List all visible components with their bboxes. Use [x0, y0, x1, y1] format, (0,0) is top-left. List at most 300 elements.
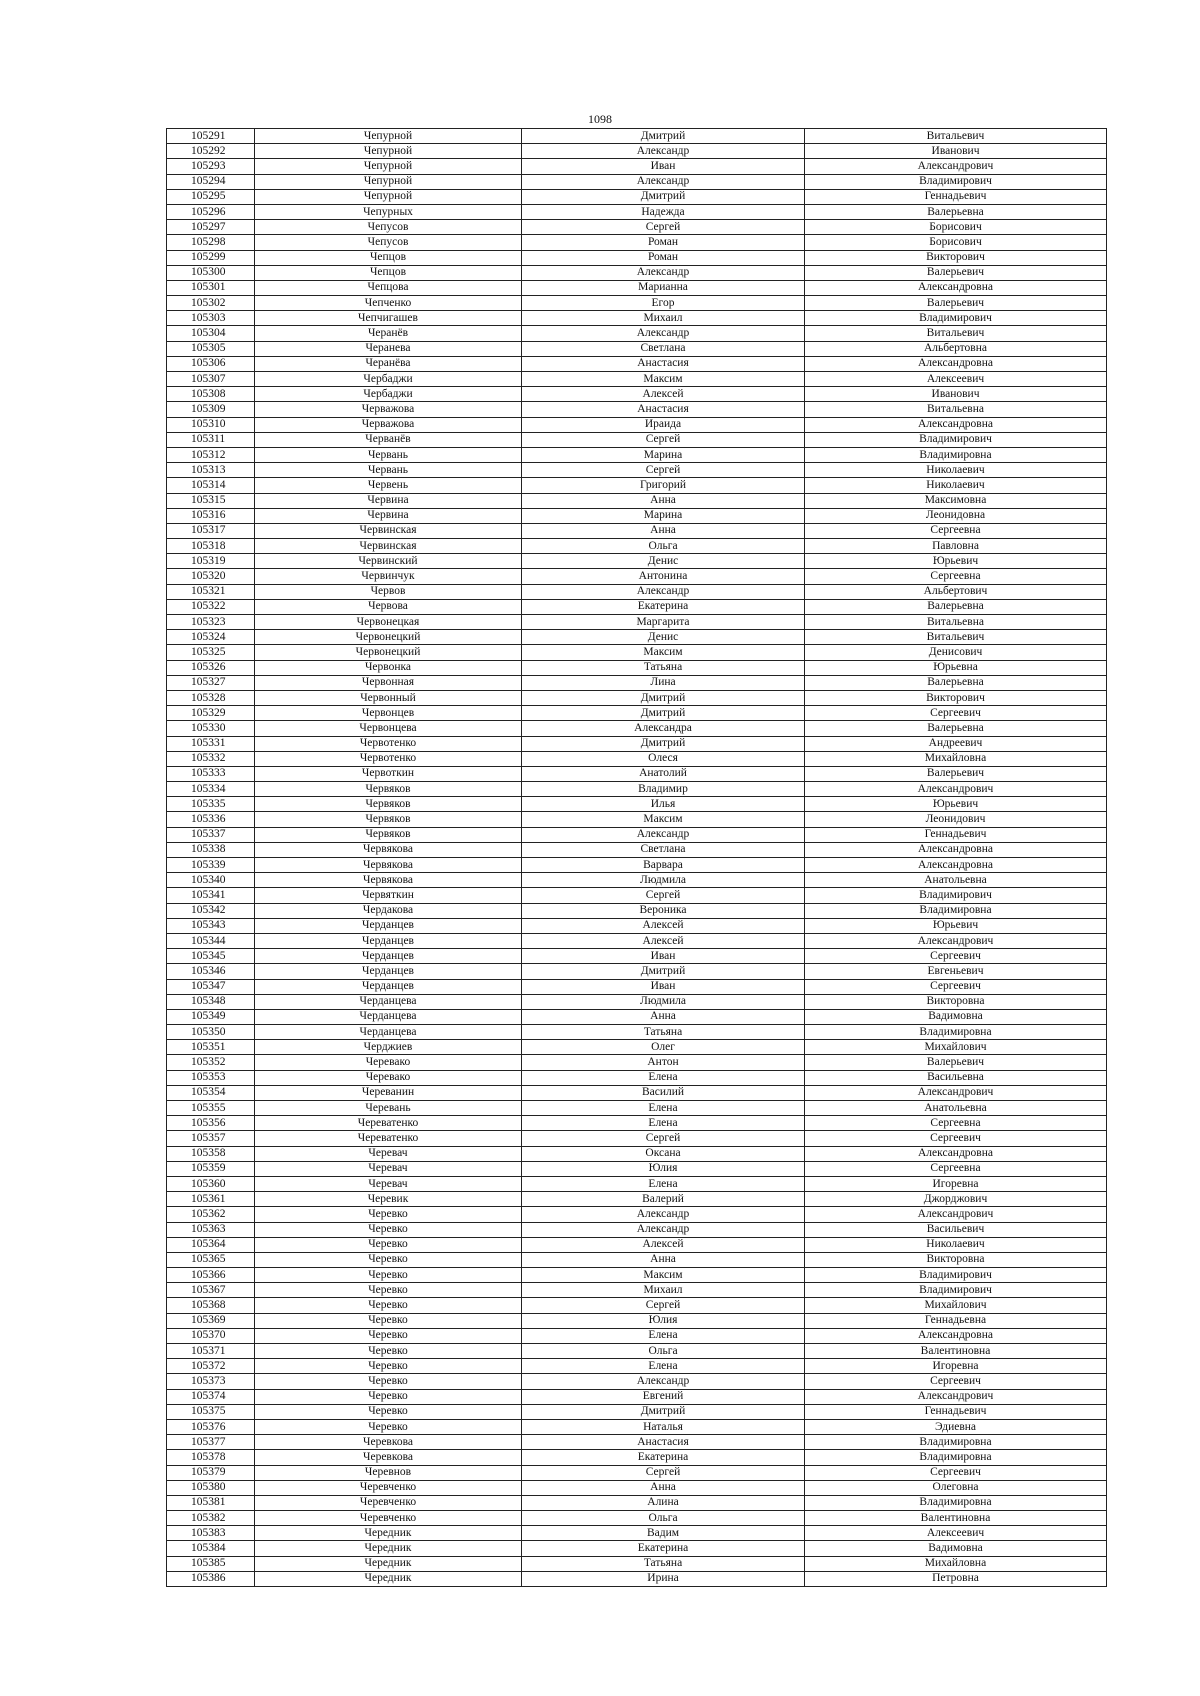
patronymic-cell: Альбертович [805, 584, 1107, 599]
patronymic-cell: Геннадьевна [805, 1313, 1107, 1328]
first-name-cell: Лина [522, 675, 805, 690]
first-name-cell: Григорий [522, 478, 805, 493]
last-name-cell: Червань [255, 447, 522, 462]
record-number-cell: 105349 [167, 1009, 255, 1024]
first-name-cell: Елена [522, 1328, 805, 1343]
table-row [167, 1131, 1107, 1146]
table-row [167, 569, 1107, 584]
table-row [167, 1571, 1107, 1586]
record-number-cell: 105322 [167, 599, 255, 614]
record-number-cell: 105301 [167, 280, 255, 295]
table-row [167, 1222, 1107, 1237]
table-row [167, 1161, 1107, 1176]
record-number-cell: 105339 [167, 858, 255, 873]
first-name-cell: Василий [522, 1085, 805, 1100]
first-name-cell: Анна [522, 523, 805, 538]
patronymic-cell: Эдиевна [805, 1419, 1107, 1434]
record-number-cell: 105321 [167, 584, 255, 599]
table-row [167, 1480, 1107, 1495]
record-number-cell: 105309 [167, 402, 255, 417]
last-name-cell: Черевко [255, 1328, 522, 1343]
first-name-cell: Максим [522, 1268, 805, 1283]
patronymic-cell: Валентиновна [805, 1344, 1107, 1359]
table-row [167, 432, 1107, 447]
record-number-cell: 105380 [167, 1480, 255, 1495]
patronymic-cell: Денисович [805, 645, 1107, 660]
patronymic-cell: Витальевич [805, 129, 1107, 144]
first-name-cell: Евгений [522, 1389, 805, 1404]
patronymic-cell: Иванович [805, 387, 1107, 402]
table-row [167, 159, 1107, 174]
last-name-cell: Черданцева [255, 1025, 522, 1040]
patronymic-cell: Владимировна [805, 1025, 1107, 1040]
table-row [167, 630, 1107, 645]
last-name-cell: Черевко [255, 1268, 522, 1283]
record-number-cell: 105359 [167, 1161, 255, 1176]
last-name-cell: Червинский [255, 554, 522, 569]
record-number-cell: 105344 [167, 933, 255, 948]
patronymic-cell: Леонидович [805, 812, 1107, 827]
table-row [167, 387, 1107, 402]
table-row [167, 1344, 1107, 1359]
patronymic-cell: Сергеевич [805, 1374, 1107, 1389]
table-row [167, 1009, 1107, 1024]
patronymic-cell: Валерьевич [805, 766, 1107, 781]
patronymic-cell: Владимировна [805, 1435, 1107, 1450]
patronymic-cell: Витальевич [805, 630, 1107, 645]
first-name-cell: Маргарита [522, 615, 805, 630]
patronymic-cell: Владимирович [805, 1283, 1107, 1298]
record-number-cell: 105357 [167, 1131, 255, 1146]
record-number-cell: 105369 [167, 1313, 255, 1328]
patronymic-cell: Геннадьевич [805, 827, 1107, 842]
table-row [167, 1359, 1107, 1374]
first-name-cell: Татьяна [522, 660, 805, 675]
record-number-cell: 105340 [167, 873, 255, 888]
patronymic-cell: Александровна [805, 858, 1107, 873]
patronymic-cell: Борисович [805, 235, 1107, 250]
first-name-cell: Сергей [522, 1131, 805, 1146]
record-number-cell: 105295 [167, 189, 255, 204]
first-name-cell: Надежда [522, 204, 805, 219]
patronymic-cell: Александровна [805, 842, 1107, 857]
table-row [167, 1192, 1107, 1207]
table-row [167, 1116, 1107, 1131]
table-row [167, 599, 1107, 614]
table-row [167, 1541, 1107, 1556]
patronymic-cell: Александровна [805, 280, 1107, 295]
table-row [167, 280, 1107, 295]
last-name-cell: Чербаджи [255, 372, 522, 387]
patronymic-cell: Владимирович [805, 311, 1107, 326]
last-name-cell: Черевкова [255, 1450, 522, 1465]
patronymic-cell: Владимировна [805, 447, 1107, 462]
record-number-cell: 105299 [167, 250, 255, 265]
table-row [167, 326, 1107, 341]
first-name-cell: Наталья [522, 1419, 805, 1434]
record-number-cell: 105341 [167, 888, 255, 903]
patronymic-cell: Владимировна [805, 1450, 1107, 1465]
patronymic-cell: Николаевич [805, 463, 1107, 478]
table-row [167, 447, 1107, 462]
last-name-cell: Чепцов [255, 250, 522, 265]
last-name-cell: Червинчук [255, 569, 522, 584]
first-name-cell: Татьяна [522, 1556, 805, 1571]
table-row [167, 265, 1107, 280]
first-name-cell: Оксана [522, 1146, 805, 1161]
record-number-cell: 105342 [167, 903, 255, 918]
table-row [167, 675, 1107, 690]
record-number-cell: 105336 [167, 812, 255, 827]
record-number-cell: 105367 [167, 1283, 255, 1298]
record-number-cell: 105330 [167, 721, 255, 736]
first-name-cell: Дмитрий [522, 189, 805, 204]
patronymic-cell: Васильевна [805, 1070, 1107, 1085]
first-name-cell: Максим [522, 812, 805, 827]
table-row [167, 478, 1107, 493]
record-number-cell: 105334 [167, 782, 255, 797]
record-number-cell: 105294 [167, 174, 255, 189]
record-number-cell: 105371 [167, 1344, 255, 1359]
last-name-cell: Чепурной [255, 159, 522, 174]
record-number-cell: 105360 [167, 1176, 255, 1191]
first-name-cell: Дмитрий [522, 1404, 805, 1419]
last-name-cell: Червяков [255, 782, 522, 797]
patronymic-cell: Викторович [805, 690, 1107, 705]
first-name-cell: Иван [522, 159, 805, 174]
patronymic-cell: Сергеевич [805, 949, 1107, 964]
table-row [167, 1495, 1107, 1510]
record-number-cell: 105370 [167, 1328, 255, 1343]
first-name-cell: Дмитрий [522, 690, 805, 705]
patronymic-cell: Валерьевич [805, 1055, 1107, 1070]
last-name-cell: Чердакова [255, 903, 522, 918]
record-number-cell: 105316 [167, 508, 255, 523]
last-name-cell: Чепурных [255, 204, 522, 219]
patronymic-cell: Александрович [805, 782, 1107, 797]
first-name-cell: Александр [522, 827, 805, 842]
patronymic-cell: Вадимовна [805, 1009, 1107, 1024]
record-number-cell: 105332 [167, 751, 255, 766]
record-number-cell: 105346 [167, 964, 255, 979]
last-name-cell: Черевкова [255, 1435, 522, 1450]
first-name-cell: Максим [522, 645, 805, 660]
last-name-cell: Черданцев [255, 964, 522, 979]
first-name-cell: Денис [522, 554, 805, 569]
first-name-cell: Людмила [522, 873, 805, 888]
first-name-cell: Алексей [522, 918, 805, 933]
last-name-cell: Черанёва [255, 356, 522, 371]
last-name-cell: Черважова [255, 402, 522, 417]
table-row [167, 1298, 1107, 1313]
last-name-cell: Чередник [255, 1571, 522, 1586]
last-name-cell: Черевченко [255, 1495, 522, 1510]
record-number-cell: 105338 [167, 842, 255, 857]
record-number-cell: 105313 [167, 463, 255, 478]
record-number-cell: 105373 [167, 1374, 255, 1389]
last-name-cell: Чередник [255, 1526, 522, 1541]
first-name-cell: Владимир [522, 782, 805, 797]
first-name-cell: Алексей [522, 1237, 805, 1252]
table-row [167, 1526, 1107, 1541]
last-name-cell: Червов [255, 584, 522, 599]
last-name-cell: Черевко [255, 1283, 522, 1298]
table-row [167, 1146, 1107, 1161]
last-name-cell: Червень [255, 478, 522, 493]
last-name-cell: Чепурной [255, 174, 522, 189]
record-number-cell: 105368 [167, 1298, 255, 1313]
patronymic-cell: Сергеевич [805, 979, 1107, 994]
first-name-cell: Юлия [522, 1313, 805, 1328]
table-row [167, 129, 1107, 144]
patronymic-cell: Витальевич [805, 326, 1107, 341]
table-row [167, 842, 1107, 857]
patronymic-cell: Леонидовна [805, 508, 1107, 523]
record-number-cell: 105302 [167, 296, 255, 311]
last-name-cell: Черевко [255, 1237, 522, 1252]
record-number-cell: 105379 [167, 1465, 255, 1480]
table-row [167, 736, 1107, 751]
registry-table [166, 128, 1107, 1587]
record-number-cell: 105304 [167, 326, 255, 341]
table-row [167, 751, 1107, 766]
last-name-cell: Чепурной [255, 144, 522, 159]
first-name-cell: Ираида [522, 417, 805, 432]
last-name-cell: Череванин [255, 1085, 522, 1100]
table-row [167, 463, 1107, 478]
table-row [167, 539, 1107, 554]
table-row [167, 812, 1107, 827]
first-name-cell: Ольга [522, 1511, 805, 1526]
table-row [167, 1283, 1107, 1298]
first-name-cell: Михаил [522, 1283, 805, 1298]
last-name-cell: Чепурной [255, 129, 522, 144]
first-name-cell: Александр [522, 265, 805, 280]
first-name-cell: Екатерина [522, 599, 805, 614]
first-name-cell: Александр [522, 326, 805, 341]
first-name-cell: Илья [522, 797, 805, 812]
patronymic-cell: Юрьевич [805, 918, 1107, 933]
patronymic-cell: Андреевич [805, 736, 1107, 751]
record-number-cell: 105343 [167, 918, 255, 933]
last-name-cell: Червотенко [255, 736, 522, 751]
first-name-cell: Елена [522, 1359, 805, 1374]
patronymic-cell: Валерьевна [805, 599, 1107, 614]
first-name-cell: Денис [522, 630, 805, 645]
last-name-cell: Червякова [255, 858, 522, 873]
record-number-cell: 105329 [167, 706, 255, 721]
first-name-cell: Светлана [522, 842, 805, 857]
record-number-cell: 105307 [167, 372, 255, 387]
first-name-cell: Олег [522, 1040, 805, 1055]
last-name-cell: Черважова [255, 417, 522, 432]
table-row [167, 1040, 1107, 1055]
table-row [167, 1070, 1107, 1085]
patronymic-cell: Михайлович [805, 1040, 1107, 1055]
record-number-cell: 105291 [167, 129, 255, 144]
patronymic-cell: Александрович [805, 1389, 1107, 1404]
patronymic-cell: Юрьевна [805, 660, 1107, 675]
record-number-cell: 105372 [167, 1359, 255, 1374]
table-row [167, 1328, 1107, 1343]
last-name-cell: Чепусов [255, 235, 522, 250]
record-number-cell: 105318 [167, 539, 255, 554]
last-name-cell: Червонная [255, 675, 522, 690]
record-number-cell: 105325 [167, 645, 255, 660]
last-name-cell: Череватенко [255, 1116, 522, 1131]
record-number-cell: 105320 [167, 569, 255, 584]
record-number-cell: 105327 [167, 675, 255, 690]
patronymic-cell: Александровна [805, 1146, 1107, 1161]
patronymic-cell: Александровна [805, 417, 1107, 432]
patronymic-cell: Сергеевна [805, 523, 1107, 538]
last-name-cell: Червонный [255, 690, 522, 705]
table-row [167, 1450, 1107, 1465]
registry-table-body [167, 129, 1107, 1587]
last-name-cell: Чепцова [255, 280, 522, 295]
record-number-cell: 105296 [167, 204, 255, 219]
last-name-cell: Чепчигашев [255, 311, 522, 326]
record-number-cell: 105310 [167, 417, 255, 432]
table-row [167, 554, 1107, 569]
record-number-cell: 105292 [167, 144, 255, 159]
first-name-cell: Михаил [522, 311, 805, 326]
last-name-cell: Червина [255, 508, 522, 523]
first-name-cell: Александр [522, 1207, 805, 1222]
last-name-cell: Черевач [255, 1176, 522, 1191]
last-name-cell: Черевко [255, 1344, 522, 1359]
first-name-cell: Дмитрий [522, 736, 805, 751]
table-row [167, 1237, 1107, 1252]
record-number-cell: 105363 [167, 1222, 255, 1237]
table-row [167, 690, 1107, 705]
record-number-cell: 105375 [167, 1404, 255, 1419]
table-row [167, 827, 1107, 842]
table-row [167, 994, 1107, 1009]
patronymic-cell: Владимирович [805, 174, 1107, 189]
table-row [167, 949, 1107, 964]
patronymic-cell: Сергеевна [805, 1116, 1107, 1131]
last-name-cell: Черевнов [255, 1465, 522, 1480]
record-number-cell: 105333 [167, 766, 255, 781]
patronymic-cell: Валерьевич [805, 265, 1107, 280]
last-name-cell: Черевко [255, 1298, 522, 1313]
first-name-cell: Александра [522, 721, 805, 736]
patronymic-cell: Николаевич [805, 1237, 1107, 1252]
record-number-cell: 105364 [167, 1237, 255, 1252]
patronymic-cell: Петровна [805, 1571, 1107, 1586]
patronymic-cell: Николаевич [805, 478, 1107, 493]
first-name-cell: Егор [522, 296, 805, 311]
record-number-cell: 105306 [167, 356, 255, 371]
patronymic-cell: Михайловна [805, 751, 1107, 766]
first-name-cell: Анастасия [522, 1435, 805, 1450]
record-number-cell: 105348 [167, 994, 255, 1009]
last-name-cell: Черевач [255, 1146, 522, 1161]
record-number-cell: 105347 [167, 979, 255, 994]
first-name-cell: Сергей [522, 888, 805, 903]
patronymic-cell: Александрович [805, 1207, 1107, 1222]
table-row [167, 296, 1107, 311]
table-row [167, 1419, 1107, 1434]
last-name-cell: Червотенко [255, 751, 522, 766]
table-row [167, 1435, 1107, 1450]
last-name-cell: Червонцев [255, 706, 522, 721]
table-row [167, 858, 1107, 873]
record-number-cell: 105315 [167, 493, 255, 508]
table-row [167, 235, 1107, 250]
patronymic-cell: Сергеевич [805, 1465, 1107, 1480]
patronymic-cell: Александрович [805, 1085, 1107, 1100]
table-row [167, 1313, 1107, 1328]
first-name-cell: Татьяна [522, 1025, 805, 1040]
patronymic-cell: Васильевич [805, 1222, 1107, 1237]
first-name-cell: Ирина [522, 1571, 805, 1586]
last-name-cell: Чередник [255, 1556, 522, 1571]
table-row [167, 706, 1107, 721]
first-name-cell: Александр [522, 1374, 805, 1389]
record-number-cell: 105361 [167, 1192, 255, 1207]
table-row [167, 979, 1107, 994]
first-name-cell: Анна [522, 493, 805, 508]
first-name-cell: Ольга [522, 1344, 805, 1359]
patronymic-cell: Викторовна [805, 1252, 1107, 1267]
record-number-cell: 105323 [167, 615, 255, 630]
last-name-cell: Червонка [255, 660, 522, 675]
record-number-cell: 105381 [167, 1495, 255, 1510]
last-name-cell: Черджиев [255, 1040, 522, 1055]
patronymic-cell: Валентиновна [805, 1511, 1107, 1526]
last-name-cell: Черевко [255, 1359, 522, 1374]
first-name-cell: Сергей [522, 1298, 805, 1313]
last-name-cell: Черевко [255, 1207, 522, 1222]
record-number-cell: 105378 [167, 1450, 255, 1465]
first-name-cell: Роман [522, 235, 805, 250]
table-row [167, 1465, 1107, 1480]
patronymic-cell: Викторовна [805, 994, 1107, 1009]
patronymic-cell: Валерьевич [805, 296, 1107, 311]
first-name-cell: Марина [522, 508, 805, 523]
table-row [167, 933, 1107, 948]
record-number-cell: 105300 [167, 265, 255, 280]
last-name-cell: Червова [255, 599, 522, 614]
last-name-cell: Черевко [255, 1374, 522, 1389]
patronymic-cell: Геннадьевич [805, 189, 1107, 204]
table-row [167, 311, 1107, 326]
first-name-cell: Алина [522, 1495, 805, 1510]
table-row [167, 1207, 1107, 1222]
record-number-cell: 105319 [167, 554, 255, 569]
first-name-cell: Алексей [522, 387, 805, 402]
first-name-cell: Сергей [522, 432, 805, 447]
table-row [167, 1085, 1107, 1100]
table-row [167, 144, 1107, 159]
first-name-cell: Вероника [522, 903, 805, 918]
record-number-cell: 105324 [167, 630, 255, 645]
patronymic-cell: Валерьевна [805, 204, 1107, 219]
patronymic-cell: Джорджович [805, 1192, 1107, 1207]
first-name-cell: Анна [522, 1252, 805, 1267]
table-row [167, 615, 1107, 630]
first-name-cell: Иван [522, 979, 805, 994]
last-name-cell: Червяткин [255, 888, 522, 903]
patronymic-cell: Владимирович [805, 1268, 1107, 1283]
record-number-cell: 105384 [167, 1541, 255, 1556]
table-row [167, 1389, 1107, 1404]
last-name-cell: Червякова [255, 842, 522, 857]
record-number-cell: 105328 [167, 690, 255, 705]
table-row [167, 873, 1107, 888]
